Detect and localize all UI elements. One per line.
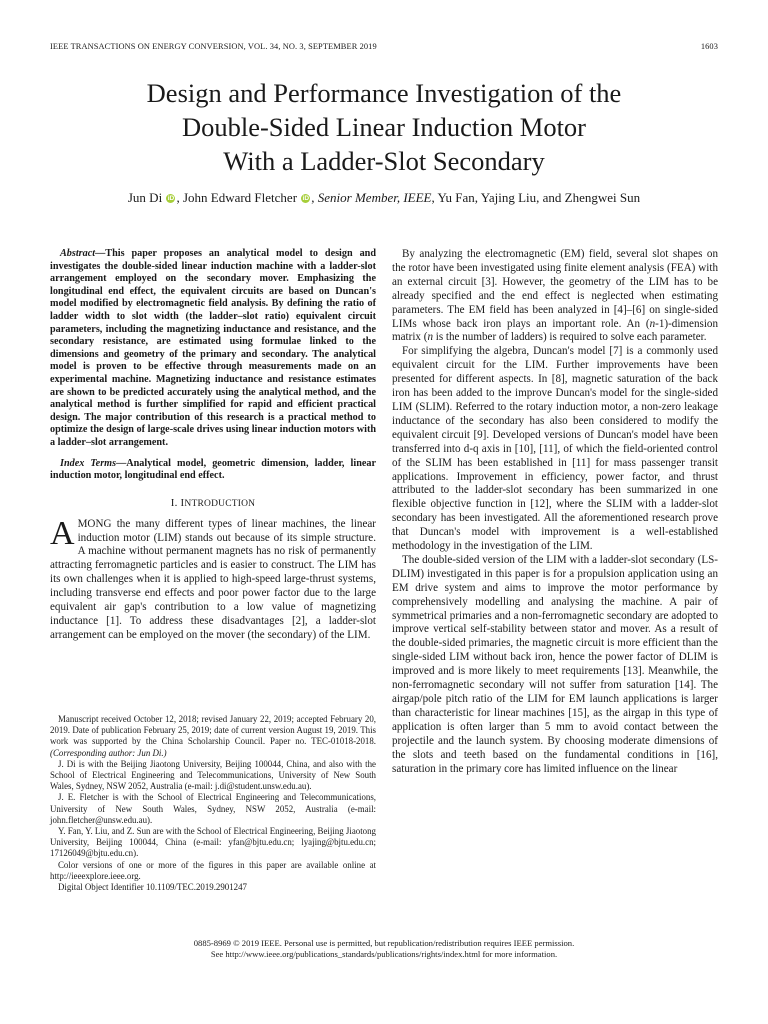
title-line-1: Design and Performance Investigation of the xyxy=(146,78,622,108)
index-terms-text: Analytical model, geometric dimension, ladder, linear induction motor, longitudinal end effect. xyxy=(50,457,376,482)
intro-text: the many different types of linear machines, the linear induction motor (LIM) stands out because of its simple structure. A machine without permanent magnets has no risk of permanently attracting ferromagnetic particles and is easier to construct. The LIM has its own challenges when it is applied to high-speed large-thrust systems, including transverse end effects and poor power factor due to the large equivalent air gap's contribution to a low value of magnetizing inductance [1]. To address these disadvantages [2], a ladder-slot arrangement can be employed on the mover (the secondary) of the LIM. xyxy=(50,517,376,641)
title-line-3: With a Ladder-Slot Secondary xyxy=(223,146,545,176)
copyright-line-1: 0885-8969 © 2019 IEEE. Personal use is permitted, but republication/redistribution requires IEEE permission. xyxy=(193,938,575,948)
section-heading-rest: NTRODUCTION xyxy=(184,498,256,509)
body-paragraph-em-field: By analyzing the electromagnetic (EM) field, several slot shapes on the rotor have been investigated using finite element analysis (FEA) with an external circuit [3]. However, the geometry of the LIM has to be already specified and the end effect is neglected when estimating parameters. The EM field has been analyzed in [4]–[6] on single-sided LIMs whose back iron plays an important role. An (n-1)-dimension matrix (n is the number of ladders) is required to solve each parameter. xyxy=(392,248,718,344)
right-column xyxy=(392,248,718,776)
index-terms-label: Index Terms xyxy=(60,457,117,469)
journal-citation: IEEE TRANSACTIONS ON ENERGY CONVERSION, VOL. 34, NO. 3, SEPTEMBER 2019 xyxy=(50,42,377,51)
footnotes xyxy=(50,714,376,893)
lead-word: MONG xyxy=(77,517,112,530)
footnote-doi: Digital Object Identifier 10.1109/TEC.2019.2901247 xyxy=(58,882,247,893)
drop-cap: A xyxy=(50,514,75,552)
section-heading-introduction xyxy=(50,497,376,512)
index-terms: Index Terms—Analytical model, geometric dimension, ladder, linear induction motor, longitudinal end effect. xyxy=(50,457,376,482)
abstract-text: This paper proposes an analytical model to design and investigates the double-sided linear induction machine with a ladder-slot arrangement employed on the secondary mover. Emphasizing the longitudinal end effect, the equivalent circuits are based on Duncan's model modified by electromagnetic field analysis. By defining the ratio of ladder width to slot width (the ladder–slot ratio) equivalent circuit parameters, including the magnetizing inductance and resistance, and the secondary resistance, are estimated using formulae linked to the dimensions and geometry of the primary and secondary. The analytical model is proven to be effective through measurements made on an experimental machine. Magnetizing inductance and resistance estimates are shown to be predicted accurately using the analytical method, and the analytical method is further simplified for rapid and efficient practical design. The major contribution of this research is a practical method to optimize the design of large-scale drives using linear induction motors with a ladder–slot arrangement. xyxy=(50,248,376,448)
page-number: 1603 xyxy=(700,42,718,51)
copyright-notice xyxy=(60,938,708,961)
author-jun-di: Jun Di xyxy=(127,190,163,205)
section-heading-initial: I xyxy=(180,496,185,509)
orcid-icon[interactable]: iD xyxy=(302,195,310,202)
footnote-affiliation-fletcher: J. E. Fletcher is with the School of Electrical Engineering and Telecommunications, University of New South Wales, Sydney, NSW 2052, Australia (e-mail: john.fletcher@unsw.edu.au). xyxy=(50,792,376,825)
copyright-line-2: See http://www.ieee.org/publications_standards/publications/rights/index.html for more information. xyxy=(210,949,558,960)
author-list: Jun Di iD , John Edward Fletcher iD , Senior Member, IEEE, Yu Fan, Yajing Liu, and Zhengwei Sun xyxy=(127,190,641,205)
corresponding-author: (Corresponding author: Jun Di.) xyxy=(50,747,167,758)
section-numeral: I. xyxy=(170,496,178,509)
author-fletcher-role: Senior Member, IEEE xyxy=(317,190,432,205)
orcid-icon[interactable]: iD xyxy=(167,195,175,202)
footnote-affiliation-di: J. Di is with the Beijing Jiaotong University, Beijing 100044, China, and also with the School of Electrical Engineering and Telecommunications, University of New South Wales, Sydney, NSW 2052, Australia (e-mail: j.di@student.unsw.edu.au). xyxy=(50,758,376,792)
author-others: Yu Fan, Yajing Liu, and Zhengwei Sun xyxy=(437,190,641,205)
running-header xyxy=(50,42,718,56)
body-paragraph-duncan-model: For simplifying the algebra, Duncan's model [7] is a commonly used equivalent circuit for the LIM. Further improvements have been presented for different aspects. In [8], magnetic saturation of the back iron has been added to the improve Duncan's model for the single-sided LIM (SLIM). Referred to the rotary induction motor, a non-zero leakage inductance of the secondary has also been considered to modify the equivalent circuit [9]. Developed versions of Duncan's model have been transferred into d-q axis in [10], [11], of which the field-oriented control of the SLIM has been established in [11] for mass passenger transit applications. Improvement in efficiency, power factor, and thrust attributed to the ladder-slot secondary has been summarized in one flexible objective function in [12], where the SLIM with a ladder-slot secondary has been investigated. All the aforementioned research prove that Duncan's model with improvement is a well-established methodology in the investigation of the LIM. xyxy=(392,345,718,553)
author-fletcher: John Edward Fletcher xyxy=(182,190,298,205)
title-line-2: Double-Sided Linear Induction Motor xyxy=(181,112,587,142)
left-column xyxy=(50,248,376,643)
abstract-label: Abstract xyxy=(60,248,96,259)
abstract: Abstract—This paper proposes an analytical model to design and investigates the double-sided linear induction machine with a ladder-slot arrangement employed on the secondary mover. Emphasizing the longitudinal end effect, the equivalent circuits are based on Duncan's model modified by electromagnetic field analysis. By defining the ratio of ladder width to slot width (the ladder–slot ratio) equivalent circuit parameters, including the magnetizing inductance and resistance, and the secondary resistance, are estimated using formulae linked to the dimensions and geometry of the primary and secondary. The analytical model is proven to be effective through measurements made on an experimental machine. Magnetizing inductance and resistance estimates are shown to be predicted accurately using the analytical method, and the analytical method is further simplified for rapid and efficient practical design. The major contribution of this research is a practical method to optimize the design of large-scale drives using linear induction motors with a ladder–slot arrangement. xyxy=(50,248,376,448)
footnote-manuscript: Manuscript received October 12, 2018; revised January 22, 2019; accepted February 20, 2019. Date of publication February 25, 2019; date of current version August 19, 2019. This work was supported by the China Scholarship Council. Paper no. TEC-01018-2018. (Corresponding author: Jun Di.) xyxy=(50,714,376,758)
footnote-affiliation-others: Y. Fan, Y. Liu, and Z. Sun are with the School of Electrical Engineering, Beijing Jiaotong University, Beijing 100044, China (e-mail: yfan@bjtu.edu.cn; lyajing@bjtu.edu.cn; 17126049@bjtu.edu.cn). xyxy=(50,826,376,859)
footnote-color-figures: Color versions of one or more of the figures in this paper are available online at http://ieeexplore.ieee.org. xyxy=(50,859,376,881)
body-paragraph-ls-dlim: The double-sided version of the LIM with a ladder-slot secondary (LS-DLIM) investigated in this paper is for a propulsion application using an EM drive system and aims to improve the motor performance by comprehensively modelling and analysing the machine. A pair of symmetrical primaries and a non-ferromagnetic secondary are adopted to improve vertical self-stability between stator and mover. As a result of the double-sided primaries, the magnetic circuit is more efficient than the single-sided LIM without back iron, hence the power factor of DLIM is improved and is more likely to meet requirements [13]. Meanwhile, the non-ferromagnetic secondary will not suffer from saturation [14]. The airgap/pole pitch ratio of the LIM for EM launch applications is larger than characteristic for linear machines [15], as the airgap in this type of application is often larger than 5 mm to avoid contact between the projectile and the launch system. By choosing moderate dimensions of the slots and teeth based on the fundamental conditions in [16], saturation in the primary core has limited influence on the linear xyxy=(392,553,718,775)
paper-title xyxy=(60,76,708,178)
intro-paragraph-1 xyxy=(50,514,376,643)
